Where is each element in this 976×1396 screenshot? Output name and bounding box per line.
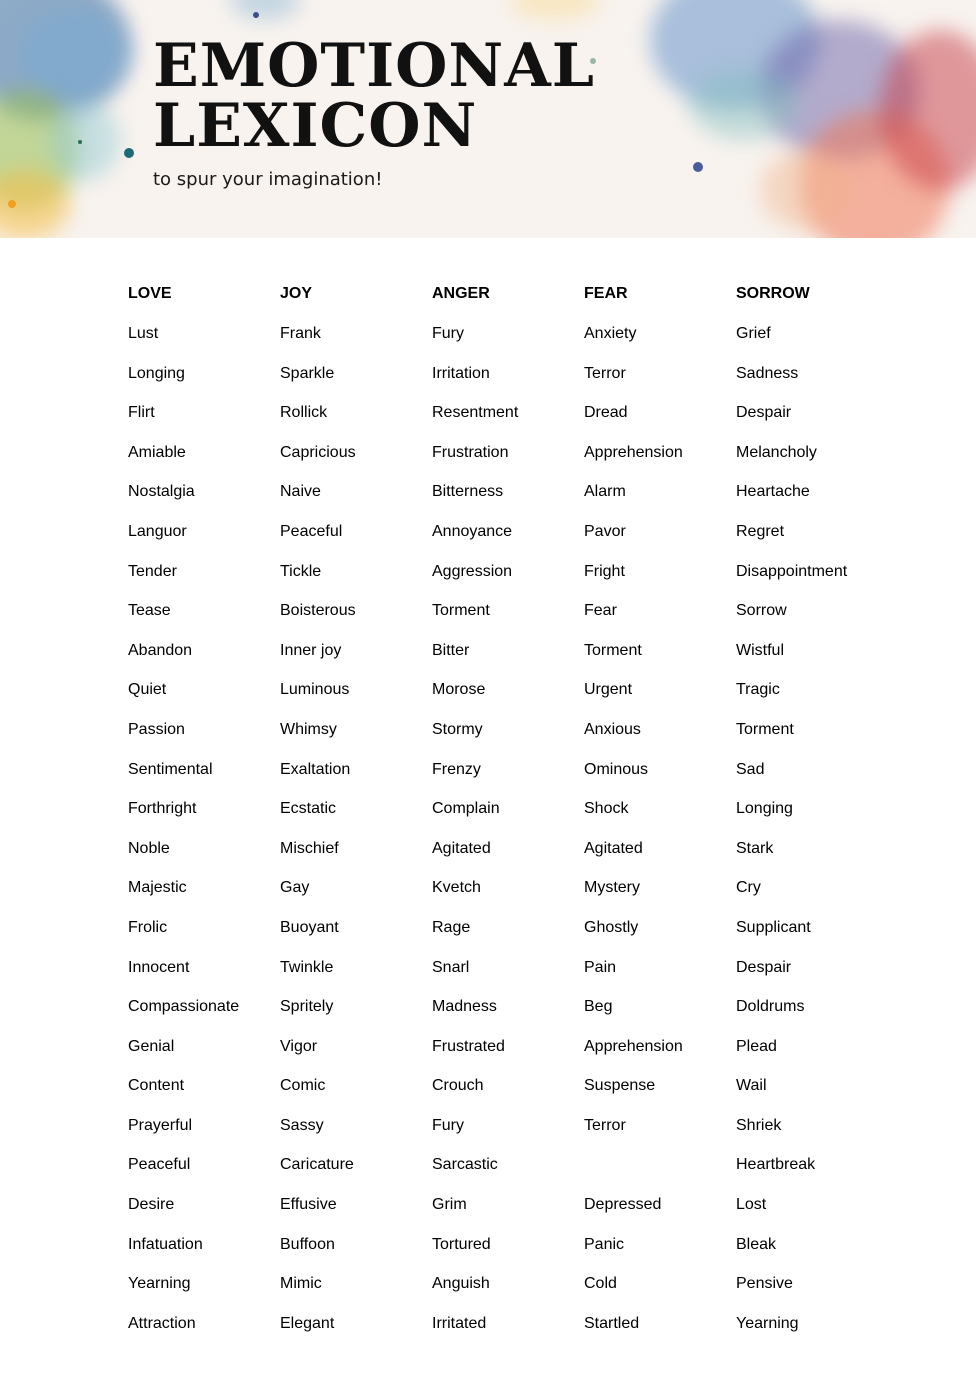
word-item: Supplicant [736, 918, 811, 936]
word-item: Whimsy [280, 720, 337, 738]
word-item: Depressed [584, 1196, 662, 1214]
word-item: Frenzy [432, 760, 481, 778]
watercolor-splash [230, 0, 300, 20]
word-item: Urgent [584, 681, 633, 699]
word-item: Longing [128, 364, 185, 382]
header-banner [0, 0, 976, 238]
word-item: Heartache [736, 483, 810, 501]
word-item: Doldrums [736, 998, 805, 1016]
word-item: Sparkle [280, 364, 335, 382]
word-item: Alarm [584, 483, 626, 501]
paint-dot [78, 140, 82, 144]
word-item: Effusive [280, 1196, 337, 1214]
word-item: Disappointment [736, 562, 848, 580]
word-item: Ghostly [584, 918, 639, 936]
word-item: Abandon [128, 641, 193, 659]
word-item: Sarcastic [432, 1156, 498, 1174]
word-item: Vigor [280, 1037, 318, 1055]
word-item: Shock [584, 800, 629, 818]
word-item: Peaceful [128, 1156, 191, 1174]
word-item: Infatuation [128, 1235, 203, 1253]
word-item: Attraction [128, 1314, 196, 1332]
paint-dot [124, 148, 134, 158]
watercolor-splash [50, 100, 120, 180]
word-item: Frolic [128, 918, 168, 936]
word-item: Lost [736, 1196, 767, 1214]
word-item: Boisterous [280, 602, 356, 620]
word-item: Panic [584, 1235, 625, 1253]
word-item: Terror [584, 364, 626, 382]
word-item: Bitter [432, 641, 470, 659]
column-anger [432, 284, 584, 1353]
word-item: Dread [584, 404, 628, 422]
word-item: Amiable [128, 443, 186, 461]
word-item: Nostalgia [128, 483, 195, 501]
title-line-2: LEXICON [153, 91, 478, 161]
word-item: Mystery [584, 879, 640, 897]
word-item: Sadness [736, 364, 799, 382]
word-item: Tortured [432, 1235, 491, 1253]
word-item: Sassy [280, 1116, 324, 1134]
watercolor-splash [20, 10, 130, 100]
watercolor-splash [690, 70, 800, 140]
word-item: Bleak [736, 1235, 777, 1253]
title-line-1: EMOTIONAL [153, 31, 595, 101]
word-item: Forthright [128, 800, 197, 818]
word-item: Pavor [584, 522, 626, 540]
paint-dot [693, 162, 703, 172]
word-item: Melancholy [736, 443, 817, 461]
word-item: Resentment [432, 404, 519, 422]
word-item: Cold [584, 1275, 617, 1293]
word-item: Inner joy [280, 641, 342, 659]
lexicon-table [128, 284, 888, 1354]
word-item: Rollick [280, 404, 328, 422]
word-item: Yearning [128, 1275, 191, 1293]
word-item: Irritated [432, 1314, 487, 1332]
page-subtitle: to spur your imagination! [153, 169, 383, 190]
column-sorrow [736, 284, 888, 1353]
word-item: Mischief [280, 839, 339, 857]
word-item: Buffoon [280, 1235, 335, 1253]
word-item: Buoyant [280, 918, 339, 936]
word-item: Spritely [280, 998, 334, 1016]
word-item: Yearning [736, 1314, 799, 1332]
word-item: Torment [432, 602, 490, 620]
word-item: Lust [128, 325, 159, 342]
word-item: Tender [128, 562, 177, 580]
word-item: Complain [432, 800, 500, 818]
word-item: Bitterness [432, 483, 504, 501]
word-item: Prayerful [128, 1116, 193, 1134]
word-item: Cry [736, 879, 761, 897]
word-item: Caricature [280, 1156, 354, 1174]
word-item: Despair [736, 404, 792, 422]
paint-dot [8, 200, 16, 208]
word-item: Longing [736, 800, 793, 818]
word-item: Sad [736, 760, 765, 778]
word-item: Plead [736, 1037, 777, 1055]
watercolor-splash [760, 150, 850, 230]
word-item: Desire [128, 1196, 175, 1214]
word-item: Irritation [432, 364, 490, 382]
word-item: Fear [584, 602, 617, 620]
word-item: Flirt [128, 404, 155, 422]
page-title [153, 31, 595, 161]
word-item: Anxiety [584, 325, 637, 342]
word-item: Despair [736, 958, 792, 976]
column-heading: FEAR [584, 285, 628, 302]
word-item: Capricious [280, 443, 356, 461]
word-item: Apprehension [584, 443, 683, 461]
word-item: Frustrated [432, 1037, 505, 1055]
word-item: Shriek [736, 1116, 782, 1134]
word-item: Peaceful [280, 522, 343, 540]
word-item: Stark [736, 839, 774, 857]
word-item: Innocent [128, 958, 190, 976]
word-item: Aggression [432, 562, 513, 580]
column-love [128, 284, 280, 1353]
word-item: Rage [432, 918, 471, 936]
word-item: Luminous [280, 681, 350, 699]
word-item: Compassionate [128, 998, 240, 1016]
paint-dot [253, 12, 259, 18]
column-heading: ANGER [432, 285, 490, 302]
word-item: Pain [584, 958, 617, 976]
word-item: Torment [584, 641, 642, 659]
word-item: Noble [128, 839, 170, 857]
column-heading: LOVE [128, 285, 172, 302]
word-item: Beg [584, 998, 613, 1016]
word-item: Snarl [432, 958, 470, 976]
word-item: Agitated [432, 839, 491, 857]
word-item: Naive [280, 483, 321, 501]
word-item: Sorrow [736, 602, 787, 620]
word-item: Pensive [736, 1275, 793, 1293]
column-heading: JOY [280, 285, 313, 302]
word-item: Ecstatic [280, 800, 337, 818]
word-item: Tease [128, 602, 171, 620]
word-item: Grief [736, 325, 771, 342]
word-item: Majestic [128, 879, 187, 897]
watercolor-splash [510, 0, 600, 20]
word-item: Fright [584, 562, 625, 580]
word-item: Agitated [584, 839, 643, 857]
word-item: Sentimental [128, 760, 213, 778]
word-item: Twinkle [280, 958, 334, 976]
word-item: Mimic [280, 1275, 322, 1293]
word-item: Gay [280, 879, 310, 897]
word-item: Frustration [432, 443, 509, 461]
word-item: Languor [128, 522, 187, 540]
word-item: Quiet [128, 681, 167, 699]
word-item: Terror [584, 1116, 626, 1134]
word-item: Apprehension [584, 1037, 683, 1055]
column-heading: SORROW [736, 285, 810, 302]
word-item: Comic [280, 1077, 326, 1095]
word-item: Wail [736, 1077, 767, 1095]
word-item: Madness [432, 998, 497, 1016]
word-item: Elegant [280, 1314, 335, 1332]
word-item: Stormy [432, 720, 483, 738]
word-item: Wistful [736, 641, 784, 659]
column-joy [280, 284, 432, 1353]
word-item: Content [128, 1077, 185, 1095]
word-item: Morose [432, 681, 486, 699]
word-item: Grim [432, 1196, 467, 1214]
word-item: Anxious [584, 720, 641, 738]
word-item: Regret [736, 522, 785, 540]
word-item: Fury [432, 325, 464, 342]
word-item: Torment [736, 720, 794, 738]
word-item: Crouch [432, 1077, 484, 1095]
word-item: Tragic [736, 681, 780, 699]
word-item: Fury [432, 1116, 464, 1134]
word-item: Exaltation [280, 760, 351, 778]
word-item: Genial [128, 1037, 175, 1055]
column-fear [584, 284, 736, 1353]
word-item: Frank [280, 325, 321, 342]
word-item: Kvetch [432, 879, 481, 897]
word-item: Passion [128, 720, 185, 738]
word-item: Suspense [584, 1077, 656, 1095]
word-item: Startled [584, 1314, 640, 1332]
word-item [584, 1155, 736, 1175]
word-item: Annoyance [432, 522, 513, 540]
word-item: Ominous [584, 760, 649, 778]
word-item: Tickle [280, 562, 322, 580]
word-item: Anguish [432, 1275, 490, 1293]
word-item: Heartbreak [736, 1156, 816, 1174]
